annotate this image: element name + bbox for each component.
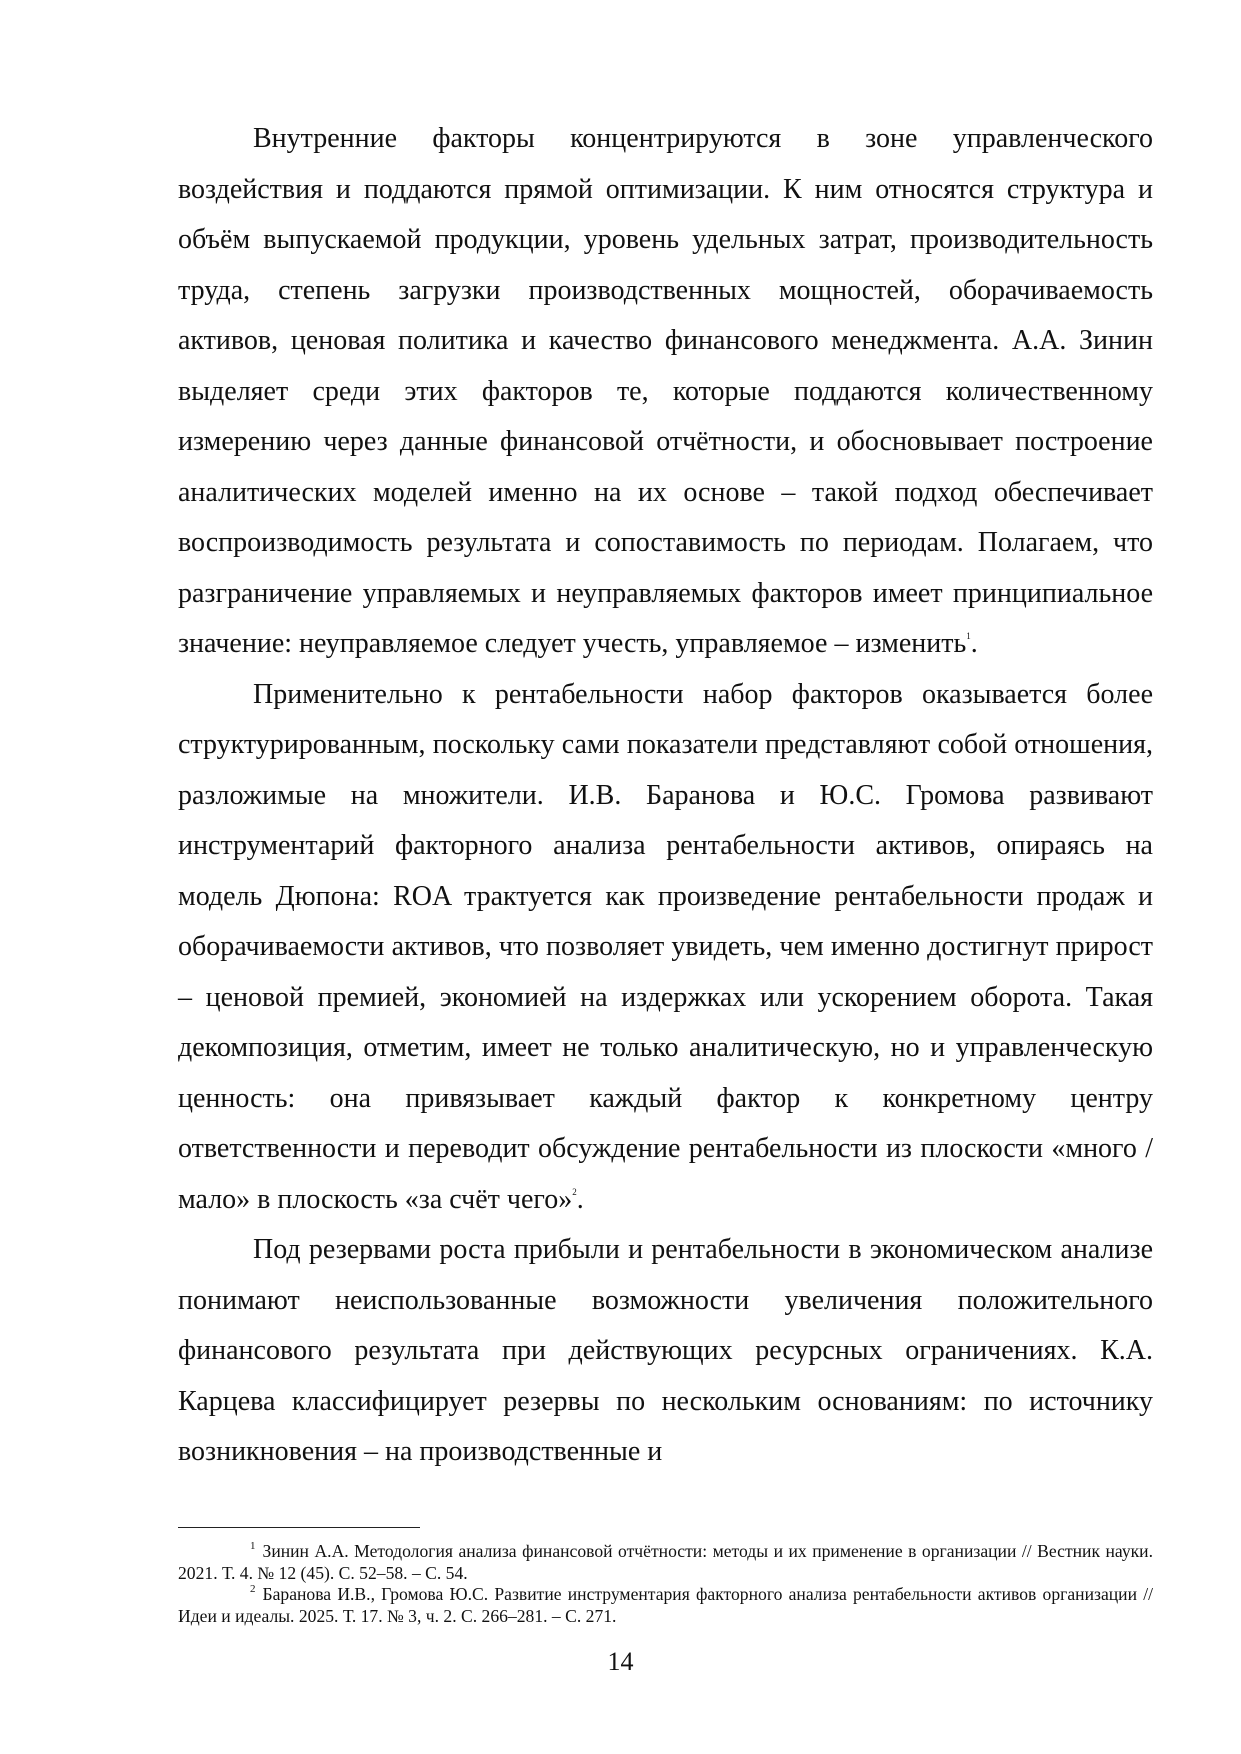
footnotes [178, 1541, 1153, 1627]
footnote-1 [178, 1541, 1153, 1584]
footnote-1-number: 1 [250, 1540, 256, 1552]
paragraph-3 [178, 1225, 1153, 1478]
footnote-separator [178, 1527, 420, 1528]
paragraph-1-end: . [970, 628, 978, 659]
footnote-2-text: Баранова И.В., Громова Ю.С. Развитие инструментария факторного анализа рентабельности активов организации // Идеи и идеалы. 2025. Т. 17. № 3, ч. 2. С. 266–281. – С. 271. [178, 1584, 1153, 1626]
footnote-1-text: Зинин А.А. Методология анализа финансовой отчётности: методы и их применение в организации // Вестник науки. 2021. Т. 4. № 12 (45). С. 52–58. – С. 54. [178, 1541, 1153, 1583]
footnote-ref-1[interactable]: 1 [966, 631, 971, 641]
body-text [178, 114, 1153, 1478]
footnote-2 [178, 1584, 1153, 1627]
footnote-ref-2[interactable]: 2 [572, 1186, 577, 1197]
paragraph-1 [178, 114, 1153, 670]
paragraph-2 [178, 670, 1153, 1226]
paragraph-2-text: Применительно к рентабельности набор факторов оказывается более структурированным, поскольку сами показатели представляют собой отношения, разложимые на множители. И.В. Баранова и Ю.С. Громова развивают инструментарий факторного анализа рентабельности активов, опираясь на модель Дюпона: ROA трактуется как произведение рентабельности продаж и оборачиваемости активов, что позволяет увидеть, чем именно достигнут прирост – ценовой премией, экономией на издержках или ускорением оборота. Такая декомпозиция, отметим, имеет не только аналитическую, но и управленческую ценность: она привязывает каждый фактор к конкретному центру ответственности и переводит обсуждение рентабельности из плоскости «много / мало» в плоскость «за счёт чего» [178, 678, 1153, 1215]
footnote-2-number: 2 [250, 1583, 256, 1595]
paragraph-3-text: Под резервами роста прибыли и рентабельности в экономическом анализе понимают неиспользованные возможности увеличения положительного финансового результата при действующих ресурсных ограничениях. К.А. Карцева классифицирует резервы по нескольким основаниям: по источнику возникновения – на производственные и [178, 1234, 1153, 1467]
page-number: 14 [607, 1647, 634, 1676]
paragraph-1-text: Внутренние факторы концентрируются в зоне управленческого воздействия и поддаются прямой оптимизации. К ним относятся структура и объём выпускаемой продукции, уровень удельных затрат, производительность труда, степень загрузки производственных мощностей, оборачиваемость активов, ценовая политика и качество финансового менеджмента. А.А. Зинин выделяет среди этих факторов те, которые поддаются количественному измерению через данные финансовой отчётности, и обосновывает построение аналитических моделей именно на их основе – такой подход обеспечивает воспроизводимость результата и сопоставимость по периодам. Полагаем, что разграничение управляемых и неуправляемых факторов имеет принципиальное значение: неуправляемое следует учесть, управляемое – изменить [178, 123, 1153, 659]
paragraph-2-end: . [576, 1183, 584, 1215]
